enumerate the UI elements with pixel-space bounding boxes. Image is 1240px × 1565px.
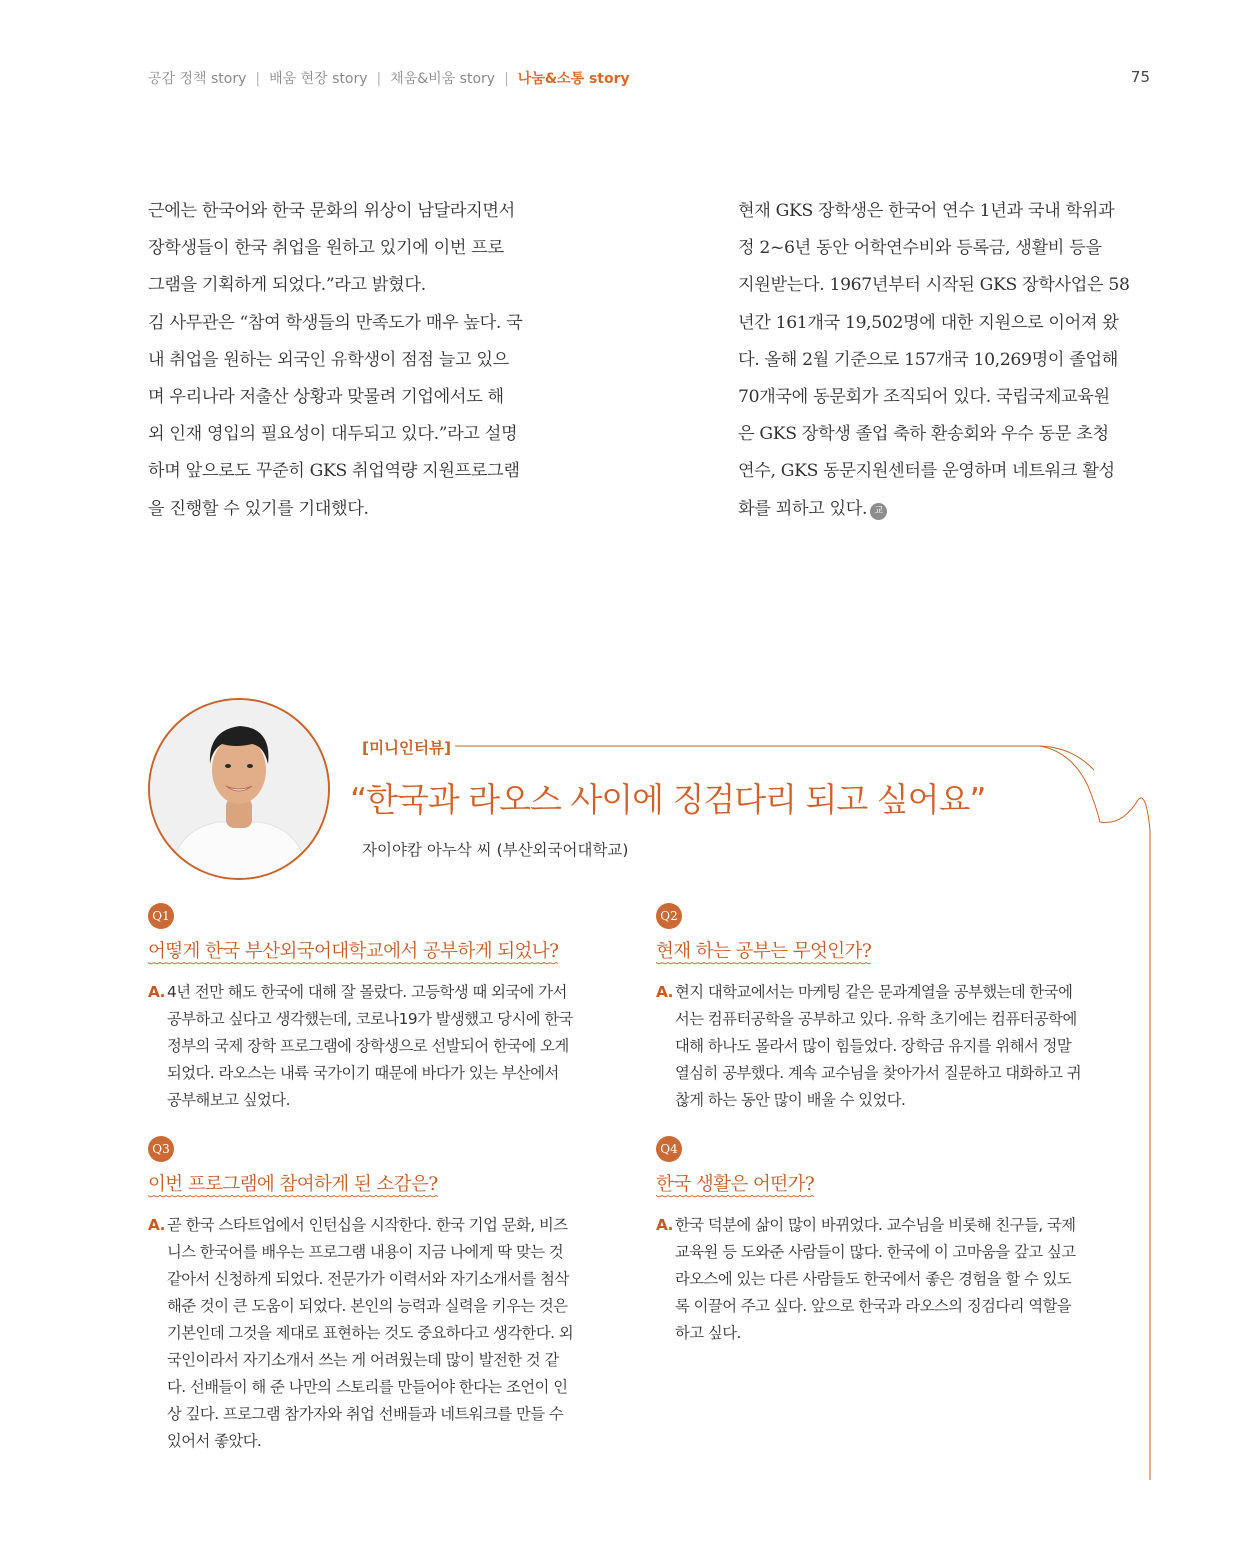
- answer-text: 현지 대학교에서는 마케팅 같은 문과계열을 공부했는데 한국에 서는 컴퓨터공학을 공부하고 있다. 유학 초기에는 컴퓨터공학에 대해 하나도 몰라서 많이 힘들었다. 장학금 유지를 위해서 정말 열심히 공부했다. 계속 교수님을 찾아가서 질문하고 대화하고 귀 찮게 하는 동안 많이 배울 수 있었다.: [675, 983, 1082, 1109]
- mini-interview-label: [미니인터뷰]: [362, 736, 455, 758]
- answer-block: [656, 979, 1118, 1114]
- breadcrumb-item-policy[interactable]: 공감 정책 story: [148, 71, 247, 87]
- question-badge: Q3: [148, 1136, 174, 1162]
- question-title: 어떻게 한국 부산외국어대학교에서 공부하게 되었나?: [148, 937, 558, 968]
- answer-prefix: A.: [148, 983, 165, 1001]
- page-number: 75: [1130, 68, 1150, 86]
- qa-item-1: [148, 903, 610, 1114]
- breadcrumb-separator: |: [376, 71, 382, 87]
- answer-block: [148, 1212, 610, 1455]
- answer-block: [656, 1212, 1118, 1347]
- answer-text: 곧 한국 스타트업에서 인턴십을 시작한다. 한국 기업 문화, 비즈 니스 한국어를 배우는 프로그램 내용이 지금 나에게 딱 맞는 것 같아서 신청하게 되었다. 전문가가 이력서와 자기소개서를 첨삭 해준 것이 큰 도움이 되었다. 본인의 능력과 실력을 키우는 것은 기본인데 그것을 제대로 표현하는 것도 중요하다고 생각한다. 외 국인이라서 자기소개서 쓰는 게 어려웠는데 많이 발전한 것 같 다. 선배들이 해 준 나만의 스토리를 만들어야 한다는 조언이 인 상 깊다. 프로그램 참가자와 취업 선배들과 네트워크를 만들 수 있어서 좋았다.: [167, 1216, 574, 1450]
- qa-item-3: [148, 1136, 610, 1455]
- interviewee-photo: [148, 698, 330, 880]
- end-mark-icon: 교: [870, 503, 887, 520]
- answer-text: 4년 전만 해도 한국에 대해 잘 몰랐다. 고등학생 때 외국에 가서 공부하고 싶다고 생각했는데, 코로나19가 발생했고 당시에 한국 정부의 국제 장학 프로그램에 장학생으로 선발되어 한국에 오게 되었다. 라오스는 내륙 국가이기 때문에 바다가 있는 부산에서 공부해보고 싶었다.: [167, 983, 573, 1109]
- answer-block: [148, 979, 610, 1114]
- qa-item-2: [656, 903, 1118, 1114]
- interviewee-name: 자이야캄 아누삭 씨 (부산외국어대학교): [362, 841, 629, 859]
- question-title: 한국 생활은 어떤가?: [656, 1170, 814, 1201]
- article-left-text: 근에는 한국어와 한국 문화의 위상이 남달라지면서 장학생들이 한국 취업을 원하고 있기에 이번 프로 그램을 기획하게 되었다.”라고 밝혔다. 김 사무관은 “참여 학생들의 만족도가 매우 높다. 국 내 취업을 원하는 외국인 유학생이 점점 늘고 있으 며 우리나라 저출산 상황과 맞물려 기업에서도 해 외 인재 영입의 필요성이 대두되고 있다.”라고 설명 하며 앞으로도 꾸준히 GKS 취업역량 지원프로그램 을 진행할 수 있기를 기대했다.: [148, 201, 523, 519]
- answer-prefix: A.: [148, 1216, 165, 1234]
- qa-item-4: [656, 1136, 1118, 1347]
- interview-headline: “한국과 라오스 사이에 징검다리 되고 싶어요”: [350, 780, 986, 819]
- breadcrumb-item-sharing[interactable]: 나눔&소통 story: [517, 71, 630, 87]
- breadcrumb-separator: |: [504, 71, 509, 87]
- question-title: 이번 프로그램에 참여하게 된 소감은?: [148, 1170, 438, 1201]
- breadcrumb-item-fill[interactable]: 채움&비움 story: [390, 71, 496, 87]
- breadcrumb-item-field[interactable]: 배움 현장 story: [269, 71, 368, 87]
- question-badge: Q2: [656, 903, 682, 929]
- answer-prefix: A.: [656, 983, 673, 1001]
- question-title: 현재 하는 공부는 무엇인가?: [656, 937, 871, 968]
- answer-prefix: A.: [656, 1216, 673, 1234]
- breadcrumb-separator: |: [255, 71, 261, 87]
- article-right-body: 현재 GKS 장학생은 한국어 연수 1년과 국내 학위과 정 2~6년 동안 어학연수비와 등록금, 생활비 등을 지원받는다. 1967년부터 시작된 GKS 장학사업은 58 년간 161개국 19,502명에 대한 지원으로 이어져 왔 다. 올해 2월 기준으로 157개국 10,269명이 졸업해 70개국에 동문회가 조직되어 있다. 국립국제교육원 은 GKS 장학생 졸업 축하 환송회와 우수 동문 초청 연수, GKS 동문지원센터를 운영하며 네트워크 활성 화를 꾀하고 있다.: [738, 201, 1130, 519]
- question-badge: Q4: [656, 1136, 682, 1162]
- answer-text: 한국 덕분에 삶이 많이 바뀌었다. 교수님을 비롯해 친구들, 국제 교육원 등 도와준 사람들이 많다. 한국에 이 고마움을 갚고 싶고 라오스에 있는 다른 사람들도 한국에서 좋은 경험을 할 수 있도 록 이끌어 주고 싶다. 앞으로 한국과 라오스의 징검다리 역할을 하고 싶다.: [675, 1216, 1076, 1342]
- question-badge: Q1: [148, 903, 174, 929]
